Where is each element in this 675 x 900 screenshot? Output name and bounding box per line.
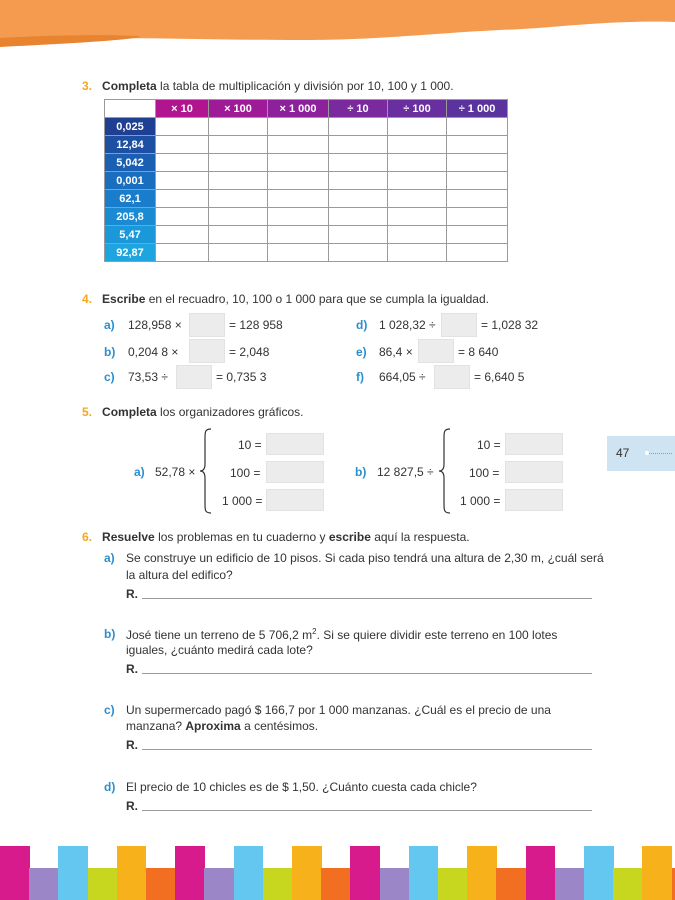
table-header: × 1 000 [268, 100, 329, 118]
q4-item-e [356, 345, 367, 359]
q6-instruction [82, 530, 470, 544]
q4-item-b-right: = 2,048 [229, 345, 270, 359]
answer-cell[interactable] [329, 190, 388, 208]
footer-bar [263, 868, 293, 900]
q6a-answer-label: R. [126, 587, 138, 601]
q4-item-d-right: = 1,028 32 [481, 318, 539, 332]
footer-bar [29, 868, 59, 900]
answer-cell[interactable] [209, 136, 268, 154]
answer-cell[interactable] [209, 226, 268, 244]
q4-item-d [356, 318, 367, 332]
q5b-label [355, 465, 366, 479]
answer-box[interactable] [189, 313, 225, 337]
table-header: ÷ 100 [388, 100, 447, 118]
answer-cell[interactable] [388, 244, 447, 262]
q5-number: 5. [82, 405, 93, 419]
q4-item-c-left: 73,53 ÷ [128, 370, 168, 384]
answer-cell[interactable] [268, 154, 329, 172]
q4-item-c [104, 370, 115, 384]
answer-box[interactable] [266, 461, 324, 483]
answer-cell[interactable] [447, 226, 508, 244]
answer-cell[interactable] [329, 226, 388, 244]
table-row [105, 172, 508, 190]
footer-bar [234, 846, 264, 900]
answer-cell[interactable] [268, 118, 329, 136]
table-row [105, 190, 508, 208]
q5a-label [134, 465, 145, 479]
page-number-dots [646, 453, 672, 454]
q4-instruction [82, 292, 489, 306]
answer-box[interactable] [418, 339, 454, 363]
item-label: a) [104, 318, 115, 332]
q6b-line-1 [126, 627, 557, 642]
item-label: d) [356, 318, 368, 332]
q6b-label [104, 627, 115, 641]
answer-cell[interactable] [268, 172, 329, 190]
q6c-line-1: Un supermercado pagó $ 166,7 por 1 000 manzanas. ¿Cuál es el precio de una [126, 703, 551, 717]
q4-item-b-left: 0,204 8 × [128, 345, 179, 359]
item-label: c) [104, 703, 115, 717]
q4-item-f [356, 370, 364, 384]
q4-item-f-right: = 6,640 5 [474, 370, 525, 384]
row-header: 5,47 [105, 226, 156, 244]
answer-cell[interactable] [268, 208, 329, 226]
footer-bar [555, 868, 585, 900]
q4-text: en el recuadro, 10, 100 o 1 000 para que se cumpla la igualdad. [145, 292, 489, 306]
answer-cell[interactable] [447, 118, 508, 136]
answer-cell[interactable] [329, 154, 388, 172]
answer-cell[interactable] [447, 172, 508, 190]
q6c-verb: Aproxima [185, 719, 241, 733]
answer-cell[interactable] [156, 136, 209, 154]
footer-bar [204, 868, 234, 900]
answer-cell[interactable] [447, 190, 508, 208]
q4-item-c-right: = 0,735 3 [216, 370, 267, 384]
q6a-line-1: Se construye un edificio de 10 pisos. Si cada piso tendrá una altura de 2,30 m, ¿cuál será [126, 551, 604, 565]
answer-cell[interactable] [329, 208, 388, 226]
answer-cell[interactable] [209, 154, 268, 172]
item-label: d) [104, 780, 116, 794]
answer-cell[interactable] [388, 136, 447, 154]
table-row [105, 244, 508, 262]
q6a-label [104, 551, 115, 565]
q5a-row-100: 100 = [230, 466, 261, 480]
q6-verb-1: Resuelve [102, 530, 155, 544]
q4-item-e-left: 86,4 × [379, 345, 413, 359]
q3-text: la tabla de multiplicación y división por 10, 100 y 1 000. [156, 79, 454, 93]
q4-item-a-left: 128,958 × [128, 318, 182, 332]
answer-cell[interactable] [388, 172, 447, 190]
answer-cell[interactable] [156, 226, 209, 244]
table-row [105, 154, 508, 172]
answer-cell[interactable] [447, 208, 508, 226]
q6c-label [104, 703, 115, 717]
row-header: 92,87 [105, 244, 156, 262]
item-label: a) [104, 551, 115, 565]
q6d-line-1: El precio de 10 chicles es de $ 1,50. ¿Cuánto cuesta cada chicle? [126, 780, 477, 794]
q5a-row-10: 10 = [238, 438, 262, 452]
answer-cell[interactable] [156, 154, 209, 172]
q6a-answer-line[interactable] [142, 598, 592, 599]
answer-cell[interactable] [268, 244, 329, 262]
row-header: 0,025 [105, 118, 156, 136]
item-label: b) [104, 345, 116, 359]
q6d-label [104, 780, 115, 794]
footer-bar [526, 846, 556, 900]
answer-cell[interactable] [268, 136, 329, 154]
q5b-row-100: 100 = [469, 466, 500, 480]
answer-box[interactable] [434, 365, 470, 389]
row-header: 12,84 [105, 136, 156, 154]
q4-item-a-right: = 128 958 [229, 318, 283, 332]
page-number-dot [645, 451, 649, 455]
q6a-line-2: la altura del edifico? [126, 568, 233, 582]
footer-bar [0, 846, 30, 900]
footer-bar [672, 868, 675, 900]
q4-item-f-left: 664,05 ÷ [379, 370, 426, 384]
answer-cell[interactable] [156, 190, 209, 208]
item-label: f) [356, 370, 364, 384]
answer-cell[interactable] [329, 118, 388, 136]
item-label: e) [356, 345, 367, 359]
answer-box[interactable] [505, 461, 563, 483]
answer-cell[interactable] [209, 118, 268, 136]
item-label: a) [134, 465, 145, 479]
q6c-text-a: manzana? [126, 719, 186, 733]
row-header: 62,1 [105, 190, 156, 208]
q4-item-d-left: 1 028,32 ÷ [379, 318, 436, 332]
answer-cell[interactable] [268, 226, 329, 244]
multiplication-table [104, 99, 508, 262]
q3-verb: Completa [102, 79, 157, 93]
answer-box[interactable] [505, 433, 563, 455]
answer-box[interactable] [505, 489, 563, 511]
header-wave-decoration [0, 0, 675, 50]
answer-cell[interactable] [209, 190, 268, 208]
q6b-line-2: iguales, ¿cuánto medirá cada lote? [126, 643, 313, 657]
row-header: 0,001 [105, 172, 156, 190]
answer-cell[interactable] [156, 208, 209, 226]
row-header: 205,8 [105, 208, 156, 226]
q6-verb-2: escribe [328, 530, 371, 544]
answer-cell[interactable] [388, 208, 447, 226]
q4-item-b [104, 345, 115, 359]
table-header: × 100 [209, 100, 268, 118]
footer-color-bars [0, 846, 675, 900]
answer-cell[interactable] [209, 172, 268, 190]
q4-number: 4. [82, 292, 93, 306]
footer-bar [467, 846, 497, 900]
footer-bar [438, 868, 468, 900]
answer-cell[interactable] [329, 244, 388, 262]
q6c-line-2 [126, 719, 318, 733]
footer-bar [350, 846, 380, 900]
answer-cell[interactable] [447, 244, 508, 262]
table-row [105, 118, 508, 136]
answer-cell[interactable] [156, 172, 209, 190]
q5a-brace [199, 428, 213, 514]
table-header: × 10 [156, 100, 209, 118]
answer-box[interactable] [176, 365, 212, 389]
footer-bar [321, 868, 351, 900]
answer-cell[interactable] [388, 118, 447, 136]
table-row [105, 208, 508, 226]
q6c-answer-label: R. [126, 738, 138, 752]
q4-item-e-right: = 8 640 [458, 345, 499, 359]
q5a-expression: 52,78 × [155, 465, 196, 479]
table-row [105, 226, 508, 244]
q5b-row-10: 10 = [477, 438, 501, 452]
footer-bar [584, 846, 614, 900]
footer-bar [175, 846, 205, 900]
answer-cell[interactable] [156, 244, 209, 262]
q3-number: 3. [82, 79, 93, 93]
item-label: b) [104, 627, 116, 641]
table-corner [105, 100, 156, 118]
q5b-expression: 12 827,5 ÷ [377, 465, 434, 479]
q6b-superscript: 2 [312, 627, 317, 636]
answer-box[interactable] [266, 489, 324, 511]
q5-instruction [82, 405, 303, 419]
q6-number: 6. [82, 530, 93, 544]
answer-cell[interactable] [388, 226, 447, 244]
footer-bar [146, 868, 176, 900]
q6d-answer-label: R. [126, 799, 138, 813]
footer-bar [613, 868, 643, 900]
q5b-row-1000: 1 000 = [460, 494, 501, 508]
answer-cell[interactable] [209, 244, 268, 262]
answer-cell[interactable] [388, 190, 447, 208]
q5-text: los organizadores gráficos. [156, 405, 304, 419]
footer-bar [380, 868, 410, 900]
footer-bar [496, 868, 526, 900]
footer-bar [58, 846, 88, 900]
table-header: ÷ 1 000 [447, 100, 508, 118]
q5-verb: Completa [102, 405, 157, 419]
table-row [105, 136, 508, 154]
q6d-answer-line[interactable] [142, 810, 592, 811]
q4-item-a [104, 318, 115, 332]
answer-box[interactable] [441, 313, 477, 337]
q6b-answer-line[interactable] [142, 673, 592, 674]
answer-box[interactable] [266, 433, 324, 455]
answer-cell[interactable] [388, 154, 447, 172]
footer-bar [292, 846, 322, 900]
page-number: 47 [616, 446, 630, 460]
q6b-answer-label: R. [126, 662, 138, 676]
q6c-text-b: a centésimos. [240, 719, 319, 733]
footer-bar [117, 846, 147, 900]
answer-cell[interactable] [329, 172, 388, 190]
q6b-text-b: . Si se quiere dividir este terreno en 100 lotes [316, 628, 558, 642]
item-label: b) [355, 465, 367, 479]
footer-bar [642, 846, 672, 900]
row-header: 5,042 [105, 154, 156, 172]
answer-cell[interactable] [329, 136, 388, 154]
q5a-row-1000: 1 000 = [222, 494, 263, 508]
q5b-brace [438, 428, 452, 514]
answer-box[interactable] [189, 339, 225, 363]
answer-cell[interactable] [268, 190, 329, 208]
footer-bar [409, 846, 439, 900]
item-label: c) [104, 370, 115, 384]
answer-cell[interactable] [447, 154, 508, 172]
answer-cell[interactable] [447, 136, 508, 154]
q6b-text-a: José tiene un terreno de 5 706,2 m [126, 628, 313, 642]
answer-cell[interactable] [209, 208, 268, 226]
q4-verb: Escribe [102, 292, 146, 306]
table-header: ÷ 10 [329, 100, 388, 118]
answer-cell[interactable] [156, 118, 209, 136]
q3-instruction [82, 79, 454, 93]
footer-bar [88, 868, 118, 900]
q6-text-1: los problemas en tu cuaderno y [154, 530, 329, 544]
q6c-answer-line[interactable] [142, 749, 592, 750]
q6-text-2: aquí la respuesta. [370, 530, 470, 544]
